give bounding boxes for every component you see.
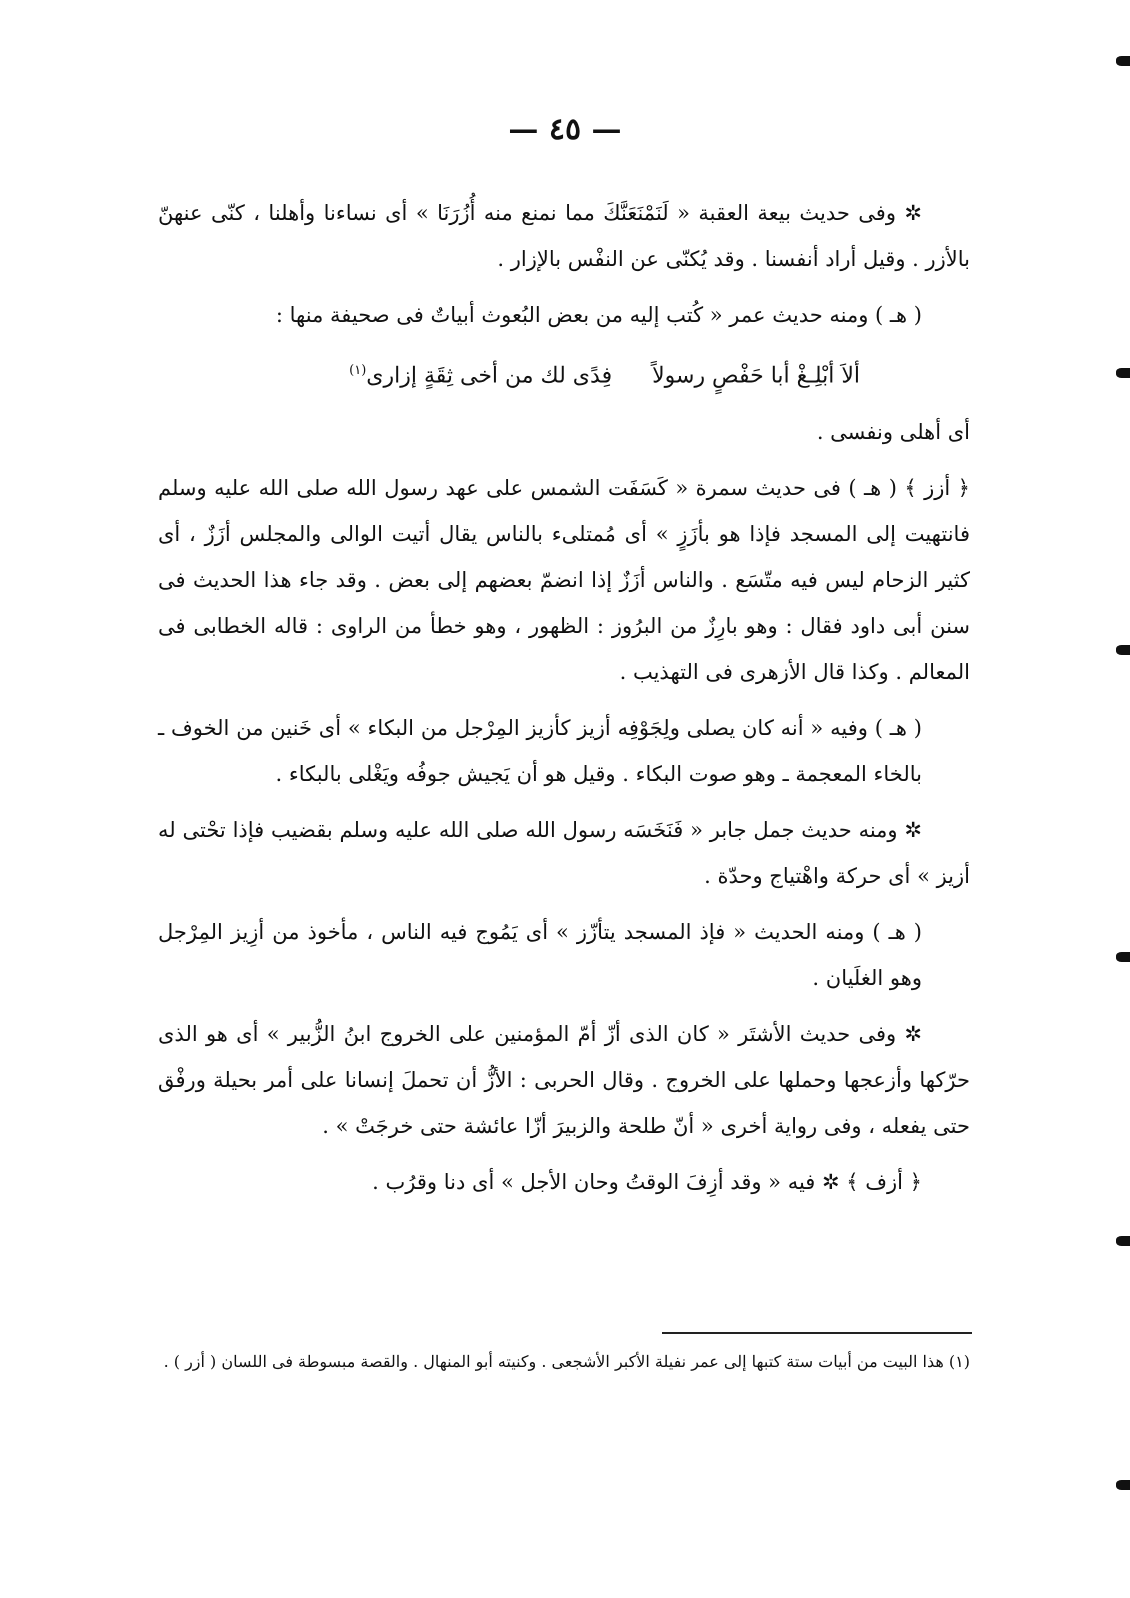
verse-hemistich-first: ألاَ أبْلِـغْ أبا حَفْصٍ رسولاً xyxy=(652,363,860,389)
scan-edge-mark xyxy=(1116,368,1130,378)
footnote-divider xyxy=(662,1332,972,1334)
paragraph-umar: ( هـ ) ومنه حديث عمر « كُتب إليه من بعض البُعوث أبياتٌ فى صحيفة منها : xyxy=(275,303,922,327)
verse-hemistich-second: فِدًى لك من أخى ثِقَةٍ إزارى xyxy=(366,363,613,389)
page-number: — ٤٥ — xyxy=(508,112,622,147)
footnote-text: (١) هذا البيت من أبيات ستة كتبها إلى عمر نفيلة الأكبر الأشجعى . وكنيته أبو المنهال . والقصة مبسوطة فى اللسان ( أزر ) . xyxy=(163,1352,970,1371)
scan-edge-mark xyxy=(1116,1480,1130,1490)
footnote-reference: (١) xyxy=(349,363,367,378)
paragraph-azif-entry: ﴿ أزف ﴾ ✲ فيه « وقد أزِفَ الوقتُ وحان الأجل » أى دنا وقرُب . xyxy=(372,1170,922,1195)
paragraph-verse-gloss: أى أهلى ونفسى . xyxy=(816,420,970,445)
paragraph-jabir: ✲ ومنه حديث جمل جابر « فَنَخَسَه رسول الله صلى الله عليه وسلم بقضيب فإذا تحْتى له أزيز » أى حركة واهْتياج وحدّة . xyxy=(158,818,970,889)
scan-edge-mark xyxy=(1116,952,1130,962)
main-text xyxy=(158,190,970,1215)
scan-edge-mark xyxy=(1116,645,1130,655)
scan-edge-mark xyxy=(1116,56,1130,66)
paragraph-azz-entry: ﴿ أزز ﴾ ( هـ ) فى حديث سمرة « كَسَفَت الشمس على عهد رسول الله صلى الله عليه وسلم فانتهيت إلى المسجد فإذا هو بأزَزٍ » أى مُمتلىء بالناس يقال أتيت الوالى والمجلس أزَزٌ ، أى كثير الزحام ليس فيه متّسَع . والناس أزَزٌ إذا انضمّ بعضهم إلى بعض . وقد جاء هذا الحديث فى سنن أبى داود فقال : وهو بارِزٌ من البرُوز : الظهور ، وهو خطأ من الراوى : قاله الخطابى فى المعالم . وكذا قال الأزهرى فى التهذيب . xyxy=(158,476,970,685)
verse-line xyxy=(158,348,970,399)
paragraph-mosque: ( هـ ) ومنه الحديث « فإذ المسجد يتأزّز » أى يَمُوج فيه الناس ، مأخوذ من أزِيز المِرْجل وهو الغلَيان . xyxy=(158,920,922,991)
paragraph-ashtar: ✲ وفى حديث الأشتَر « كان الذى أزّ أمّ المؤمنين على الخروج ابنُ الزُّبير » أى هو الذى حرّكها وأزعجها وحملها على الخروج . وقال الحربى : الأزُّ أن تحملَ إنسانا على أمر بحيلة ورفْق حتى يفعله ، وفى رواية أخرى « أنّ طلحة والزبيرَ أزّا عائشة حتى خرجَتْ » . xyxy=(158,1022,970,1139)
paragraph-aqaba: ✲ وفى حديث بيعة العقبة « لَنَمْنَعَنَّكَ مما نمنع منه أُزُرَنَا » أى نساءنا وأهلنا ، كنّى عنهنّ بالأزر . وقيل أراد أنفسنا . وقد يُكنّى عن النفْس بالإزار . xyxy=(158,201,970,271)
paragraph-aziz: ( هـ ) وفيه « أنه كان يصلى ولِجَوْفِه أزيز كأزيز المِرْجل من البكاء » أى خَنين من الخوف ـ بالخاء المعجمة ـ وهو صوت البكاء . وقيل هو أن يَجيش جوفُه ويَغْلى بالبكاء . xyxy=(158,716,922,787)
scan-edge-mark xyxy=(1116,1236,1130,1246)
